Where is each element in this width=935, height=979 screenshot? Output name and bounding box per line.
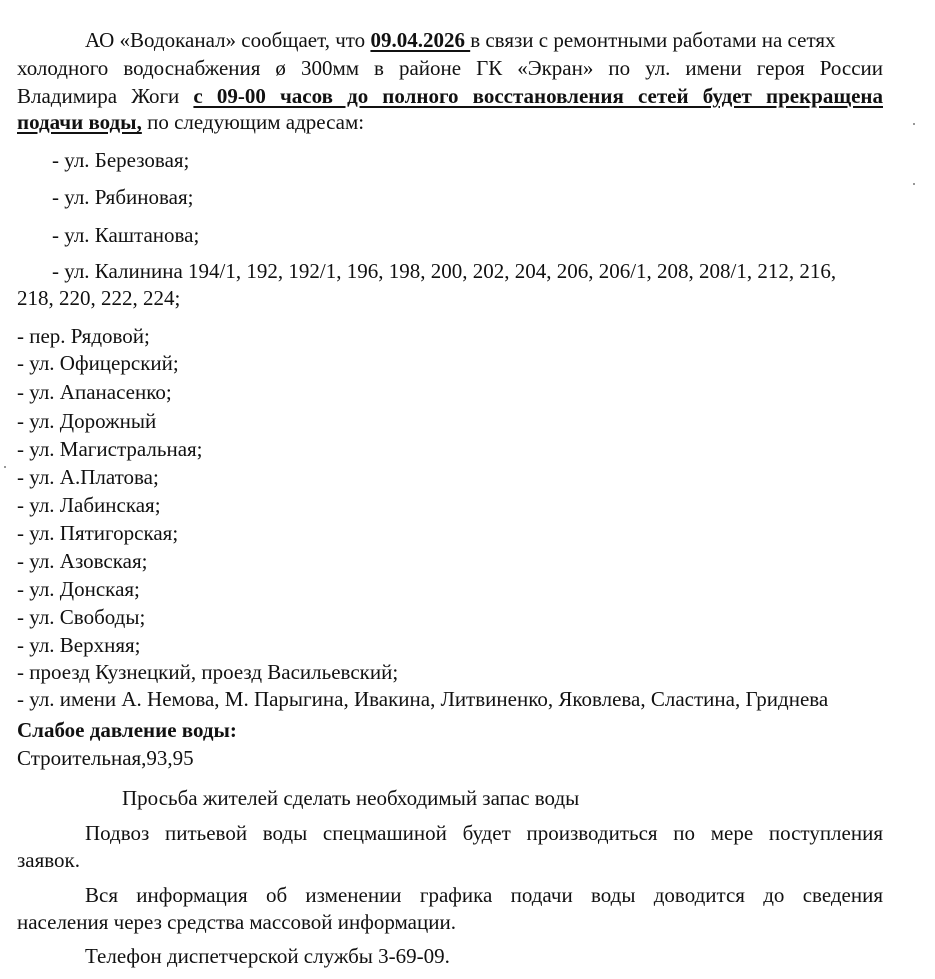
dispatch-phone: Телефон диспетчерской службы 3-69-09. (85, 944, 450, 968)
intro-line-1 (85, 27, 836, 53)
address-item: - пер. Рядовой; (17, 324, 150, 348)
address-item: - ул. Березовая; (52, 148, 190, 172)
intro-text: АО «Водоканал» сообщает, что (85, 28, 371, 52)
info-line-1 (85, 882, 883, 908)
intro-line-3 (17, 83, 883, 109)
delivery-line-2: заявок. (17, 848, 80, 872)
intro-text: холодного водоснабжения ø 300мм в районе ГК «Экран» по ул. имени героя России (17, 56, 883, 80)
address-item: - ул. Верхняя; (17, 633, 141, 657)
address-item: - ул. Апанасенко; (17, 380, 172, 404)
address-item: - ул. Донская; (17, 577, 140, 601)
intro-line-2 (17, 55, 883, 81)
address-item-continued: 218, 220, 222, 224; (17, 286, 181, 310)
intro-text: по следующим адресам: (141, 110, 365, 134)
outage-date: 09.04.2026 (370, 28, 471, 52)
low-pressure-address: Строительная,93,95 (17, 746, 194, 770)
address-item: - ул. А.Платова; (17, 465, 159, 489)
address-item: - ул. Калинина 194/1, 192, 192/1, 196, 198, 200, 202, 204, 206, 206/1, 208, 208/1, 212, 216, (52, 259, 837, 283)
outage-period: с 09-00 часов до полного восстановления сетей будет прекращена (193, 84, 883, 108)
scan-speck (4, 466, 6, 468)
intro-line-4 (17, 109, 364, 135)
address-item: - проезд Кузнецкий, проезд Васильевский; (17, 660, 399, 684)
scan-speck (913, 183, 915, 185)
outage-subject: подачи воды, (17, 110, 142, 134)
address-item: - ул. Свободы; (17, 605, 146, 629)
stock-up-request: Просьба жителей сделать необходимый запас воды (122, 786, 580, 810)
address-item: - ул. Азовская; (17, 549, 148, 573)
address-item: - ул. Магистральная; (17, 437, 203, 461)
address-item: - ул. Офицерский; (17, 351, 179, 375)
delivery-line-1 (85, 820, 883, 846)
low-pressure-heading: Слабое давление воды: (17, 718, 237, 742)
address-item: - ул. Рябиновая; (52, 185, 194, 209)
info-text: Вся информация об изменении графика подачи воды доводится до сведения (85, 883, 883, 907)
address-item: - ул. Пятигорская; (17, 521, 179, 545)
address-item: - ул. имени А. Немова, М. Парыгина, Ивакина, Литвиненко, Яковлева, Сластина, Гриднева (17, 687, 829, 711)
address-item: - ул. Дорожный (17, 409, 157, 433)
intro-text: Владимира Жоги (17, 84, 194, 108)
address-item: - ул. Каштанова; (52, 223, 200, 247)
info-line-2: населения через средства массовой информации. (17, 910, 456, 934)
delivery-text: Подвоз питьевой воды спецмашиной будет производиться по мере поступления (85, 821, 883, 845)
address-item: - ул. Лабинская; (17, 493, 161, 517)
intro-text: в связи с ремонтными работами на сетях (470, 28, 836, 52)
scan-speck (913, 123, 915, 125)
